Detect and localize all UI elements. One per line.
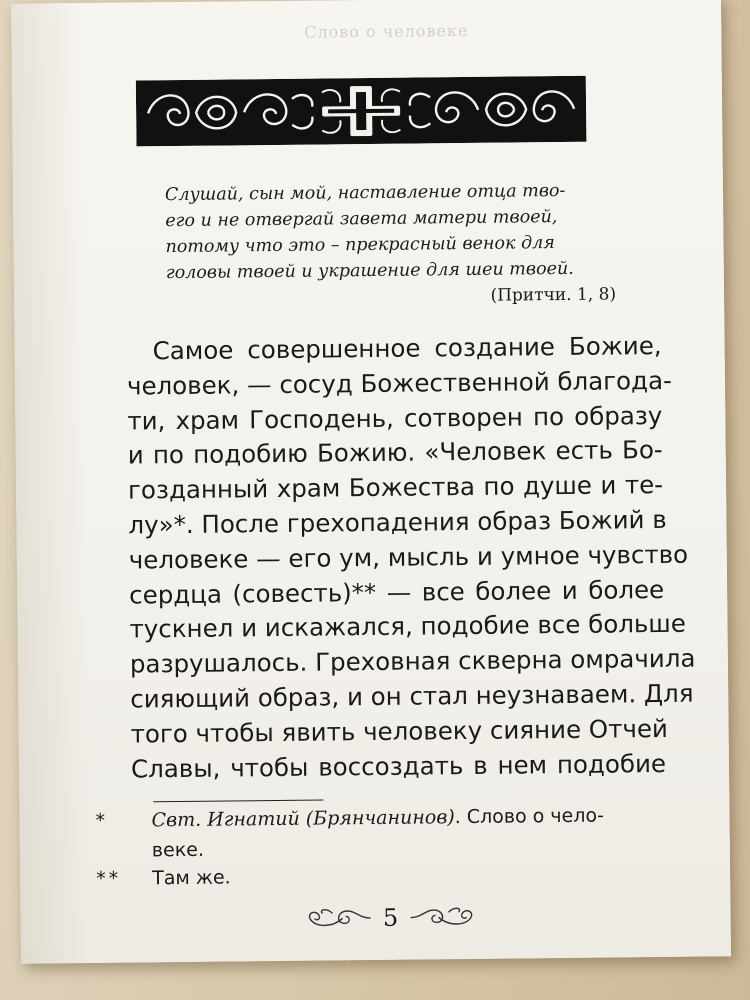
text-line: человек, — сосуд Божественной благода- bbox=[126, 365, 673, 401]
main-text bbox=[126, 329, 696, 787]
footnote-mark: * bbox=[95, 809, 109, 832]
text-line: Славы, чтобы воссоздать в нем подобие bbox=[130, 748, 667, 784]
text-line: и по подобию Божию. «Человек есть Бо- bbox=[127, 435, 663, 470]
text-line: тускнел и искажался, подобие все больше bbox=[129, 609, 686, 644]
epigraph-line: его и не отвергай завета матери твоей, bbox=[165, 207, 558, 232]
text-line: лу»*. После грехопадения образ Божий в bbox=[128, 504, 667, 540]
page-gutter-shade bbox=[11, 3, 91, 964]
footnote-1 bbox=[95, 801, 695, 835]
left-flourish-icon bbox=[303, 905, 373, 932]
text-line: ти, храм Господень, сотворен по образу bbox=[127, 400, 663, 436]
footnote-author: Свт. Игнатий (Брянчанинов) bbox=[151, 806, 455, 832]
footnote-text: Там же. bbox=[152, 866, 231, 890]
epigraph-source: (Притчи. 1, 8) bbox=[490, 284, 617, 306]
page-folio bbox=[300, 895, 480, 941]
text-line: разрушалось. Греховная скверна омрачила bbox=[129, 643, 696, 679]
text-line: того чтобы явить человеку сияние Отчей bbox=[130, 713, 669, 749]
text-line: Самое совершенное создание Божие, bbox=[152, 330, 662, 366]
footnote-mark: ** bbox=[96, 867, 122, 890]
epigraph-line: потому что это – прекрасный венок для bbox=[165, 233, 555, 258]
header-ornament-icon bbox=[136, 76, 587, 147]
text-line: сияющий образ, и он стал неузнаваем. Для bbox=[130, 678, 694, 714]
page-number: 5 bbox=[382, 903, 399, 932]
text-line: человеке — его ум, мысль и умное чувство bbox=[128, 539, 689, 575]
running-head-showthrough: Слово о человеке bbox=[304, 20, 469, 42]
footnote-title: . Слово о чело- bbox=[454, 804, 605, 829]
text-line: гозданный храм Божества по душе и те- bbox=[127, 470, 664, 505]
epigraph-line: головы твоей и украшение для шеи твоей. bbox=[165, 258, 574, 284]
footnote-divider bbox=[153, 800, 323, 803]
footnote-2 bbox=[96, 859, 696, 893]
footnote-text bbox=[151, 801, 695, 835]
right-flourish-icon bbox=[408, 904, 478, 931]
epigraph bbox=[165, 177, 616, 312]
footnote-continuation: веке. bbox=[151, 838, 205, 862]
text-line: сердца (совесть)** — все более и более bbox=[129, 574, 665, 610]
footnotes bbox=[95, 801, 696, 895]
book-page bbox=[11, 0, 731, 964]
epigraph-line: Слушай, сын мой, наставление отца тво- bbox=[164, 180, 566, 206]
